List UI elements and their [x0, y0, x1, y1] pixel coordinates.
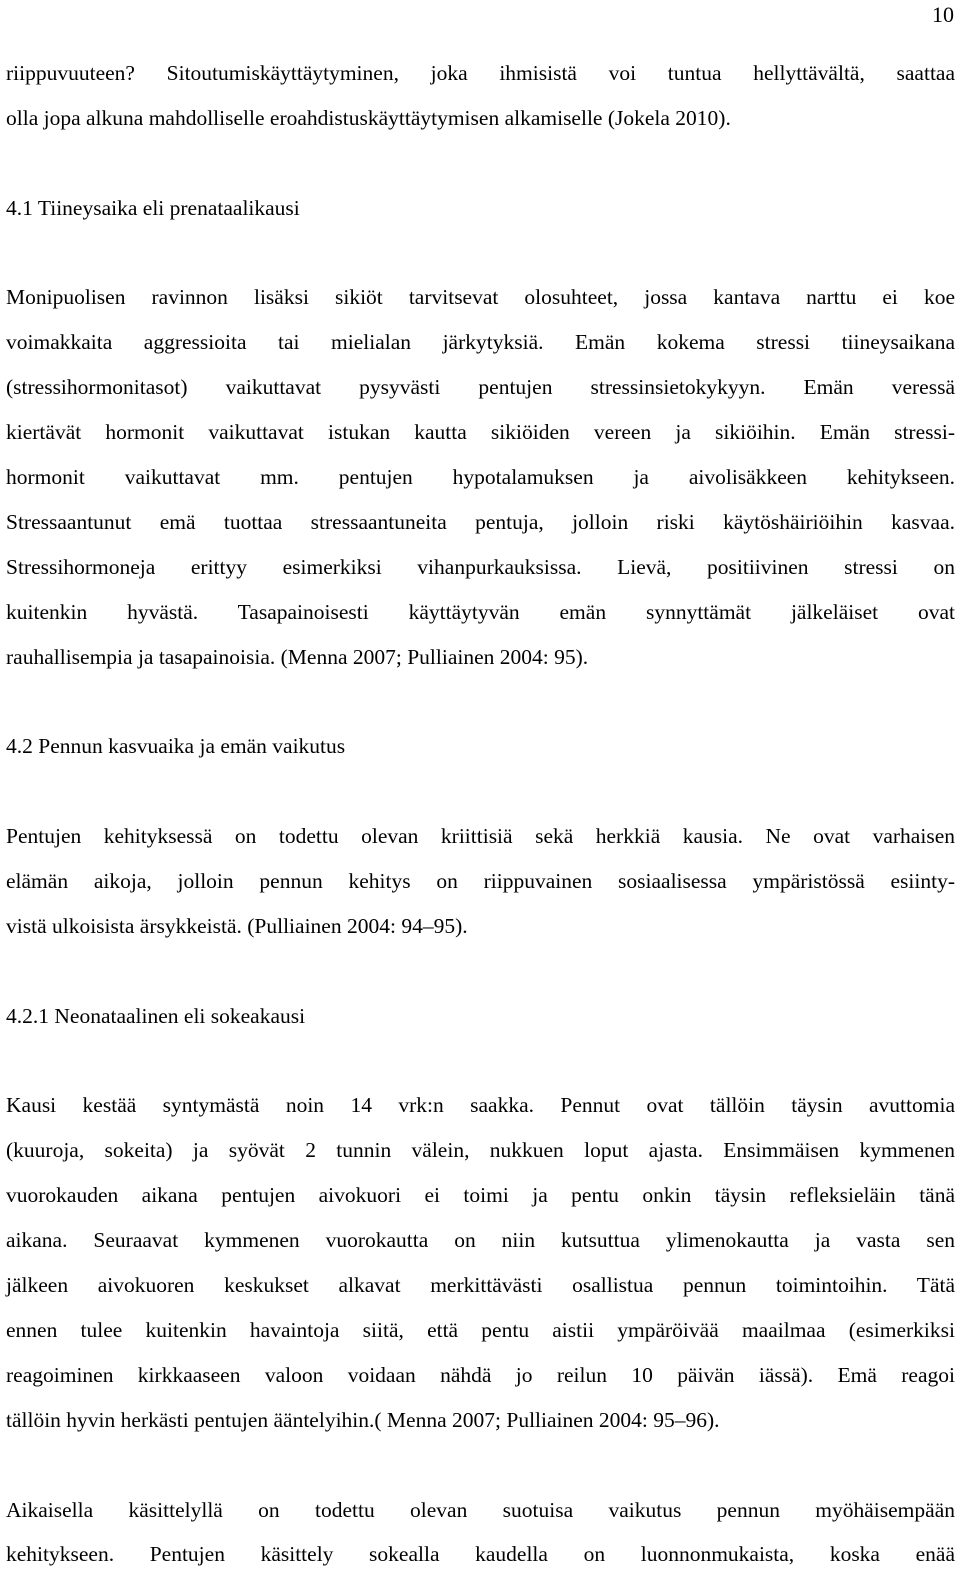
text-line: Aikaisella käsittelyllä on todettu olevan suotuisa vaikutus pennun myöhäisempään	[6, 1488, 955, 1533]
text-line: Stressaantunut emä tuottaa stressaantuneita pentuja, jolloin riski käytöshäiriöihin kasvaa.	[6, 500, 955, 545]
text-line: Kausi kestää syntymästä noin 14 vrk:n saakka. Pennut ovat tällöin täysin avuttomia	[6, 1083, 955, 1128]
document-body	[6, 51, 955, 1577]
section-heading: 4.2.1 Neonataalinen eli sokeakausi	[6, 994, 955, 1039]
text-line: vuorokauden aikana pentujen aivokuori ei toimi ja pentu onkin täysin refleksieläin tänä	[6, 1173, 955, 1218]
text-line: hormonit vaikuttavat mm. pentujen hypotalamuksen ja aivolisäkkeen kehitykseen.	[6, 455, 955, 500]
paragraph-gap	[6, 1039, 955, 1084]
paragraph	[6, 275, 955, 679]
paragraph	[6, 814, 955, 949]
text-line: Monipuolisen ravinnon lisäksi sikiöt tarvitsevat olosuhteet, jossa kantava narttu ei koe	[6, 275, 955, 320]
text-line: (kuuroja, sokeita) ja syövät 2 tunnin välein, nukkuen loput ajasta. Ensimmäisen kymmenen	[6, 1128, 955, 1173]
text-line: olla jopa alkuna mahdolliselle eroahdistuskäyttäytymisen alkamiselle (Jokela 2010).	[6, 96, 955, 141]
text-line: jälkeen aivokuoren keskukset alkavat merkittävästi osallistua pennun toimintoihin. Tätä	[6, 1263, 955, 1308]
paragraph-gap	[6, 1443, 955, 1488]
page-number: 10	[932, 2, 954, 28]
paragraph-gap	[6, 231, 955, 276]
section-heading: 4.1 Tiineysaika eli prenataalikausi	[6, 186, 955, 231]
text-line: kehitykseen. Pentujen käsittely sokealla kaudella on luonnonmukaista, koska enää	[6, 1532, 955, 1577]
text-line: (stressihormonitasot) vaikuttavat pysyvästi pentujen stressinsietokykyyn. Emän veressä	[6, 365, 955, 410]
text-line: ennen tulee kuitenkin havaintoja siitä, että pentu aistii ympäröivää maailmaa (esimerkiksi	[6, 1308, 955, 1353]
paragraph	[6, 1083, 955, 1442]
paragraph-gap	[6, 949, 955, 994]
paragraph-gap	[6, 679, 955, 724]
text-line: rauhallisempia ja tasapainoisia. (Menna 2007; Pulliainen 2004: 95).	[6, 635, 955, 680]
text-line: Pentujen kehityksessä on todettu olevan kriittisiä sekä herkkiä kausia. Ne ovat varhaisen	[6, 814, 955, 859]
paragraph	[6, 51, 955, 141]
paragraph	[6, 1488, 955, 1577]
text-line: riippuvuuteen? Sitoutumiskäyttäytyminen, joka ihmisistä voi tuntua hellyttävältä, saattaa	[6, 51, 955, 96]
paragraph-gap	[6, 769, 955, 814]
text-line: kuitenkin hyvästä. Tasapainoisesti käyttäytyvän emän synnyttämät jälkeläiset ovat	[6, 590, 955, 635]
text-line: aikana. Seuraavat kymmenen vuorokautta on niin kutsuttua ylimenokautta ja vasta sen	[6, 1218, 955, 1263]
section-heading: 4.2 Pennun kasvuaika ja emän vaikutus	[6, 724, 955, 769]
text-line: tällöin hyvin herkästi pentujen ääntelyihin.( Menna 2007; Pulliainen 2004: 95–96).	[6, 1398, 955, 1443]
text-line: Stressihormoneja erittyy esimerkiksi vihanpurkauksissa. Lievä, positiivinen stressi on	[6, 545, 955, 590]
paragraph-gap	[6, 141, 955, 186]
text-line: vistä ulkoisista ärsykkeistä. (Pulliainen 2004: 94–95).	[6, 904, 955, 949]
text-line: reagoiminen kirkkaaseen valoon voidaan nähdä jo reilun 10 päivän iässä). Emä reagoi	[6, 1353, 955, 1398]
text-line: kiertävät hormonit vaikuttavat istukan kautta sikiöiden vereen ja sikiöihin. Emän stressi-	[6, 410, 955, 455]
text-line: voimakkaita aggressioita tai mielialan järkytyksiä. Emän kokema stressi tiineysaikana	[6, 320, 955, 365]
text-line: elämän aikoja, jolloin pennun kehitys on riippuvainen sosiaalisessa ympäristössä esiinty-	[6, 859, 955, 904]
